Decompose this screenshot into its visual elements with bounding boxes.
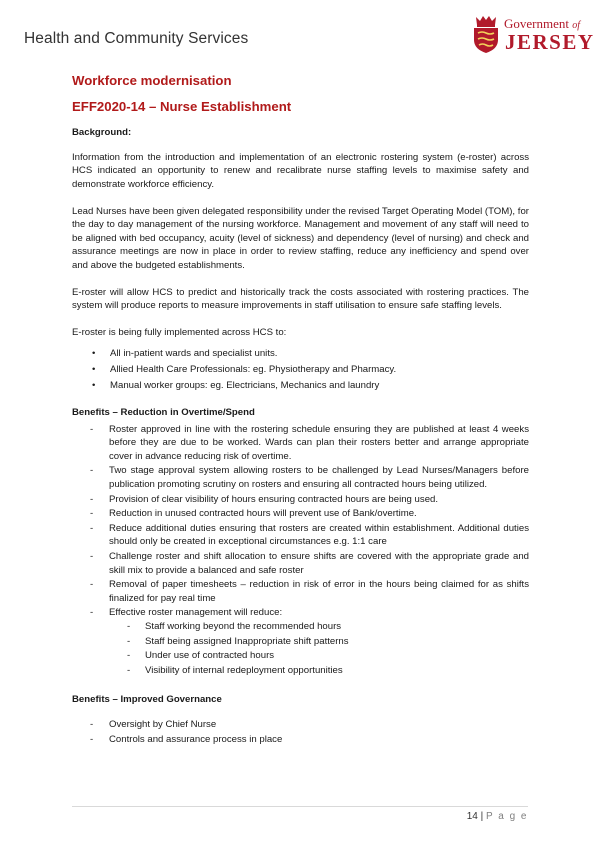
page-label: P a g e bbox=[485, 811, 528, 822]
document-body bbox=[72, 72, 529, 758]
logo-government-text: Government of bbox=[504, 16, 581, 31]
bullet-icon: • bbox=[92, 379, 96, 391]
jersey-crest-icon bbox=[471, 14, 501, 54]
list-item: - Challenge roster and shift allocation to ensure shifts are covered with the appropriate grade and skill mix to provide a balanced and safe roster bbox=[90, 551, 529, 576]
list-item: - Under use of contracted hours bbox=[127, 650, 275, 662]
list-item: - Oversight by Chief Nurse bbox=[90, 718, 217, 730]
dash-icon: - bbox=[90, 465, 94, 477]
page-separator: | bbox=[480, 811, 484, 822]
logo-jersey-text: JERSEY bbox=[505, 30, 595, 54]
bullet-icon: • bbox=[92, 363, 96, 375]
list-item: - Visibility of internal redeployment opportunities bbox=[127, 664, 343, 676]
dash-icon: - bbox=[90, 493, 94, 505]
dash-icon: - bbox=[90, 522, 94, 534]
section-title: Workforce modernisation bbox=[72, 73, 232, 88]
list-item: - Roster approved in line with the rostering schedule ensuring they are published at least 4 weeks before they are due to be worked. Wards can plan their rosters better and arrange appropriate cover in advance reducing risk of overtime. bbox=[90, 423, 529, 462]
paragraph: E-roster is being fully implemented across HCS to: bbox=[72, 326, 287, 338]
page-footer bbox=[467, 811, 528, 822]
paragraph: E-roster will allow HCS to predict and historically track the costs associated with rostering practices. The system will produce reports to measure improvements in staff utilisation to ensure safe staffing levels. bbox=[72, 286, 529, 312]
dash-icon: - bbox=[90, 607, 94, 619]
dash-icon: - bbox=[127, 621, 131, 632]
dash-icon: - bbox=[127, 635, 131, 647]
dash-icon: - bbox=[90, 508, 94, 520]
dash-icon: - bbox=[90, 733, 94, 745]
benefits-governance-list bbox=[72, 718, 529, 746]
list-item: - Reduction in unused contracted hours will prevent use of Bank/overtime. bbox=[90, 508, 417, 520]
implementation-list bbox=[72, 347, 529, 392]
footer-divider bbox=[72, 806, 528, 807]
page-number: 14 bbox=[466, 811, 478, 822]
list-item: - Controls and assurance process in place bbox=[90, 733, 283, 745]
dash-icon: - bbox=[90, 718, 94, 730]
benefits-overtime-heading: Benefits – Reduction in Overtime/Spend bbox=[72, 407, 255, 419]
roster-reduce-list bbox=[72, 620, 529, 677]
section-subtitle: EFF2020-14 – Nurse Establishment bbox=[72, 98, 292, 114]
background-heading: Background: bbox=[72, 127, 132, 139]
paragraph: Information from the introduction and implementation of an electronic rostering system (e-roster) across HCS indicated an opportunity to renew and recalibrate nurse staffing levels to maximise safety and demonstrate workforce efficiency. bbox=[72, 151, 529, 190]
dash-icon: - bbox=[127, 664, 131, 676]
government-of-jersey-logo bbox=[471, 14, 595, 56]
list-item: - Effective roster management will reduce: - Staff working beyond the recommended hours - Staff being assigned Inappropriate shift patterns - Under use of contracted hours - Visibility of internal redeployment opportunities bbox=[72, 606, 529, 677]
department-name: Health and Community Services bbox=[24, 30, 249, 47]
dash-icon: - bbox=[90, 579, 94, 591]
list-item: - Provision of clear visibility of hours ensuring contracted hours are being used. bbox=[90, 493, 439, 505]
list-item: - Two stage approval system allowing rosters to be challenged by Lead Nurses/Managers before publication promoting scrutiny on rosters and ensuring all contracted hours being utilized. bbox=[90, 465, 529, 491]
list-item: • Manual worker groups: eg. Electricians, Mechanics and laundry bbox=[92, 379, 380, 391]
benefits-governance-heading: Benefits – Improved Governance bbox=[72, 694, 222, 706]
bullet-icon: • bbox=[92, 348, 96, 360]
list-item: - Staff being assigned Inappropriate shift patterns bbox=[127, 635, 349, 647]
dash-icon: - bbox=[90, 551, 94, 563]
list-item: • Allied Health Care Professionals: eg. Physiotherapy and Pharmacy. bbox=[92, 363, 397, 375]
list-item: - Staff working beyond the recommended hours bbox=[127, 621, 342, 632]
list-item: - Reduce additional duties ensuring that rosters are created within establishment. Additional duties should only be created in exceptional circumstances e.g. 1:1 care bbox=[90, 522, 529, 548]
dash-icon: - bbox=[127, 650, 131, 662]
dash-icon: - bbox=[90, 423, 94, 435]
paragraph: Lead Nurses have been given delegated responsibility under the revised Target Operating Model (TOM), for the day to day management of the nursing workforce. Management and movement of any staff will need to be aligned with bed occupancy, acuity (level of sickness) and dependency (level of nursing) and check and assurance meetings are now in place in order to review staffing, reduce any inefficiency and spend over and above the budgeted establishments. bbox=[72, 205, 529, 271]
list-item: • All in-patient wards and specialist units. bbox=[92, 348, 278, 360]
list-item: - Removal of paper timesheets – reduction in risk of error in the hours being claimed for as shifts finalized for pay real time bbox=[90, 579, 529, 604]
benefits-overtime-list bbox=[72, 423, 529, 678]
